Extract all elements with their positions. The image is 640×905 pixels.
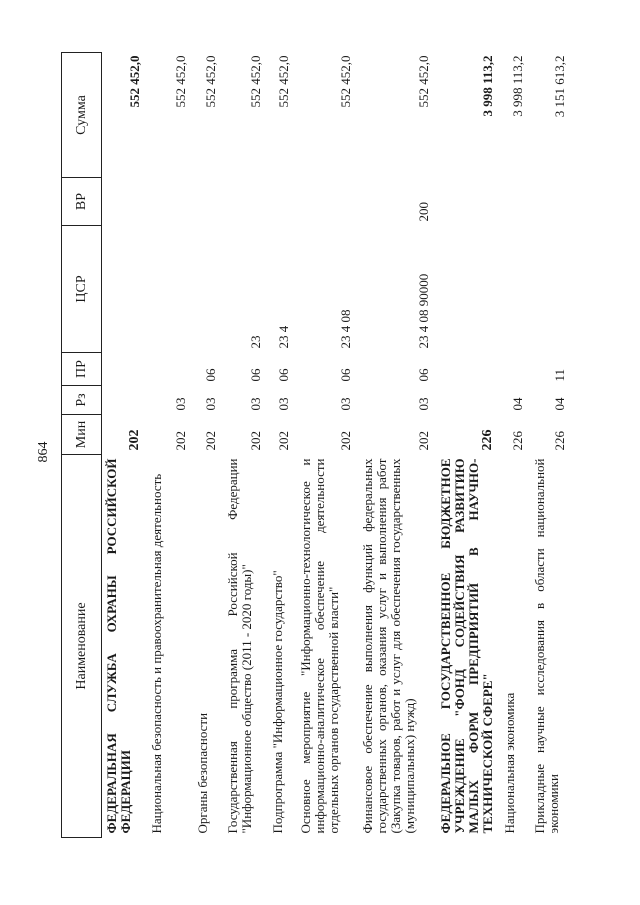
cell-sum: 552 452,0 (337, 55, 353, 108)
cell-vr: 200 (415, 202, 431, 222)
cell-vr (147, 178, 193, 226)
cell-pr: 06 (337, 368, 353, 382)
cell-csr (436, 226, 500, 353)
cell-name: Государственная программа Российской Федерации "Информационное общество (2011 - 2020 годы)" (224, 458, 254, 834)
cell-sum: 3 998 113,2 (479, 55, 495, 117)
cell-pr (500, 353, 530, 386)
cell-min: 202 (202, 431, 218, 451)
table-row (296, 53, 358, 838)
cell-csr (147, 226, 193, 353)
cell-min: 202 (172, 431, 188, 451)
cell-sum: 552 452,0 (172, 55, 188, 108)
cell-rz: 03 (172, 397, 188, 411)
cell-vr (193, 178, 223, 226)
table-body (102, 53, 572, 838)
table-row (193, 53, 223, 838)
cell-pr (436, 353, 500, 386)
cell-pr: 06 (202, 368, 218, 382)
table-row (268, 53, 296, 838)
cell-min: 226 (479, 429, 495, 451)
table-row (223, 53, 268, 838)
table-row (147, 53, 193, 838)
header-sum: Сумма (62, 53, 102, 178)
cell-min: 202 (415, 431, 431, 451)
cell-vr (223, 178, 268, 226)
table-row (530, 53, 572, 838)
table-row (436, 53, 500, 838)
cell-rz (102, 386, 147, 415)
cell-pr: 06 (247, 368, 263, 382)
cell-rz (436, 386, 500, 415)
cell-sum: 552 452,0 (415, 55, 431, 108)
header-csr: ЦСР (62, 226, 102, 353)
cell-min: 202 (275, 431, 291, 451)
budget-table-container (61, 53, 581, 838)
cell-min: 202 (126, 429, 142, 451)
cell-rz: 04 (509, 397, 525, 411)
header-name: Наименование (62, 455, 102, 838)
table-header-row (62, 53, 102, 838)
table-row (358, 53, 436, 838)
cell-csr (500, 226, 530, 353)
cell-min: 226 (551, 431, 567, 451)
cell-vr (296, 178, 358, 226)
cell-vr (102, 178, 147, 226)
cell-sum: 552 452,0 (275, 55, 291, 108)
cell-sum: 552 452,0 (126, 55, 142, 108)
cell-name: ФЕДЕРАЛЬНОЕ ГОСУДАРСТВЕННОЕ БЮДЖЕТНОЕ УЧРЕЖДЕНИЕ "ФОНД СОДЕЙСТВИЯ РАЗВИТИЮ МАЛЫХ ФОРМ ПРЕДПРИЯТИЙ В НАУЧНО-ТЕХНИЧЕСКОЙ СФЕРЕ" (437, 458, 495, 834)
cell-rz: 03 (247, 397, 263, 411)
cell-min: 202 (337, 431, 353, 451)
header-min: Мин (62, 415, 102, 455)
cell-min: 202 (247, 431, 263, 451)
cell-vr (268, 178, 296, 226)
cell-csr: 23 4 08 90000 (415, 273, 431, 349)
cell-csr: 23 4 08 (337, 309, 353, 349)
cell-sum: 552 452,0 (202, 55, 218, 108)
page-number: 864 (36, 441, 51, 463)
cell-vr (530, 178, 572, 226)
cell-name: Национальная экономика (501, 692, 517, 834)
cell-vr (436, 178, 500, 226)
cell-csr: 23 4 (275, 325, 291, 349)
cell-vr (500, 178, 530, 226)
cell-name: ФЕДЕРАЛЬНАЯ СЛУЖБА ОХРАНЫ РОССИЙСКОЙ ФЕДЕРАЦИИ (104, 458, 133, 834)
cell-rz: 03 (337, 397, 353, 411)
cell-pr (147, 353, 193, 386)
cell-name: Основное мероприятие "Информационно-технологическое и информационно-аналитическое обеспечение деятельности отдельных органов государственной власти" (297, 458, 341, 834)
cell-csr (530, 226, 572, 353)
cell-csr (102, 226, 147, 353)
cell-csr: 23 (247, 335, 263, 349)
cell-rz: 03 (275, 397, 291, 411)
cell-name: Национальная безопасность и правоохранительная деятельность (148, 473, 164, 834)
cell-pr: 11 (551, 368, 567, 382)
cell-name: Органы безопасности (194, 712, 210, 834)
cell-rz: 03 (202, 397, 218, 411)
cell-pr (102, 353, 147, 386)
header-rz: Рз (62, 386, 102, 415)
header-vr: ВР (62, 178, 102, 226)
cell-sum: 552 452,0 (247, 55, 263, 108)
cell-name: Подпрограмма "Информационное государство" (269, 570, 285, 834)
cell-name: Прикладные научные исследования в области национальной экономики (531, 458, 561, 834)
table-row (102, 53, 147, 838)
cell-rz: 04 (551, 397, 567, 411)
table-row (500, 53, 530, 838)
cell-min: 226 (509, 431, 525, 451)
cell-csr (193, 226, 223, 353)
cell-name: Финансовое обеспечение выполнения функций федеральных государственных органов, оказания услуг и выполнения работ (Закупка товаров, работ и услуг для обеспечения государственных (муниципальных) нужд) (359, 458, 417, 834)
cell-rz: 03 (415, 397, 431, 411)
budget-table (61, 52, 572, 838)
cell-pr: 06 (275, 368, 291, 382)
cell-sum: 3 998 113,2 (509, 55, 525, 117)
cell-sum: 3 151 613,2 (551, 55, 567, 118)
cell-pr: 06 (415, 368, 431, 382)
header-pr: ПР (62, 353, 102, 386)
